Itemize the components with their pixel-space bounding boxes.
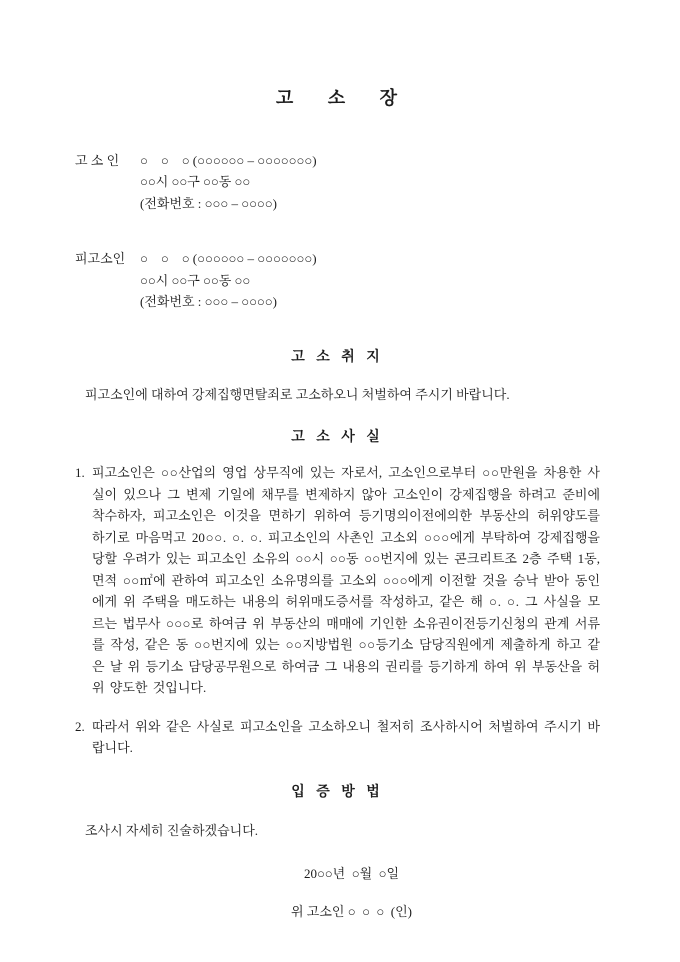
- document-date: 20○○년 ○월 ○일: [303, 865, 400, 881]
- section-heading-purpose: 고 소 취 지: [291, 349, 384, 365]
- fact-item-1-number: 1.: [75, 465, 85, 480]
- complainant-block: [75, 150, 600, 215]
- page-title: 고 소 장: [275, 88, 400, 108]
- purpose-body-text: 피고소인에 대하여 강제집행면탈죄로 고소하오니 처벌하여 주시기 바랍니다.: [85, 387, 510, 402]
- accused-block: [75, 248, 600, 313]
- accused-details: [140, 248, 600, 313]
- accused-phone: (전화번호 : ○○○ – ○○○○): [140, 294, 277, 309]
- fact-item-1-text: 피고소인은 ○○산업의 영업 상무직에 있는 자로서, 고소인으로부터 ○○만원을 차용한 사실이 있으나 그 변제 기일에 채무를 변제하지 않아 고소인이 강제집행을 하려고 준비에 착수하자, 피고소인은 이것을 면하기 위하여 등기명의이전에의한 부동산의 허위양도를 하기로 마음먹고 20○○. ○. ○. 피고소인의 사촌인 고소외 ○○○에게 부탁하여 강제집행을 당할 우려가 있는 피고소인 소유의 ○○시 ○○동 ○○번지에 있는 콘크리트조 2층 주택 1동, 면적 ○○㎡에 관하여 피고소인 소유명의를 고소외 ○○○에게 이전할 것을 승낙 받아 동인에게 위 주택을 매도하는 내용의 허위매도증서를 작성하고, 같은 해 ○. ○. 그 사실을 모르는 법무사 ○○○로 하여금 위 부동산의 매매에 기인한 소유권이전등기신청의 관계 서류를 작성, 같은 동 ○○번지에 있는 ○○지방법원 ○○등기소 담당직원에게 제출하게 하고 같은 날 위 등기소 담당공무원으로 하여금 그 내용의 권리를 등기하게 하여 위 부동산을 허위 양도한 것입니다.: [92, 465, 600, 695]
- fact-item-2: [75, 716, 600, 759]
- section-heading-proof: 입 증 방 법: [291, 784, 384, 800]
- accused-address: ○○시 ○○구 ○○동 ○○: [140, 272, 251, 288]
- accused-role-label: 피고소인: [75, 251, 126, 266]
- accused-name: ○ ○ ○ (○○○○○○ – ○○○○○○○): [140, 251, 317, 266]
- fact-item-2-text: 따라서 위와 같은 사실로 피고소인을 고소하오니 철저히 조사하시어 처벌하여 주시기 바랍니다.: [92, 718, 600, 755]
- complainant-details: [140, 150, 600, 215]
- fact-item-2-number: 2.: [75, 718, 85, 734]
- proof-body-text: 조사시 자세히 진술하겠습니다.: [85, 823, 259, 838]
- complainant-phone: (전화번호 : ○○○ – ○○○○): [140, 195, 277, 211]
- signature-line: 위 고소인 ○ ○ ○ (인): [290, 904, 412, 919]
- complainant-name: ○ ○ ○ (○○○○○○ – ○○○○○○○): [140, 152, 317, 168]
- complainant-role-label: 고 소 인: [75, 152, 120, 168]
- fact-item-1: [75, 462, 600, 699]
- facts-list: [75, 462, 600, 759]
- section-heading-facts: 고 소 사 실: [291, 429, 384, 445]
- complainant-address: ○○시 ○○구 ○○동 ○○: [140, 174, 251, 189]
